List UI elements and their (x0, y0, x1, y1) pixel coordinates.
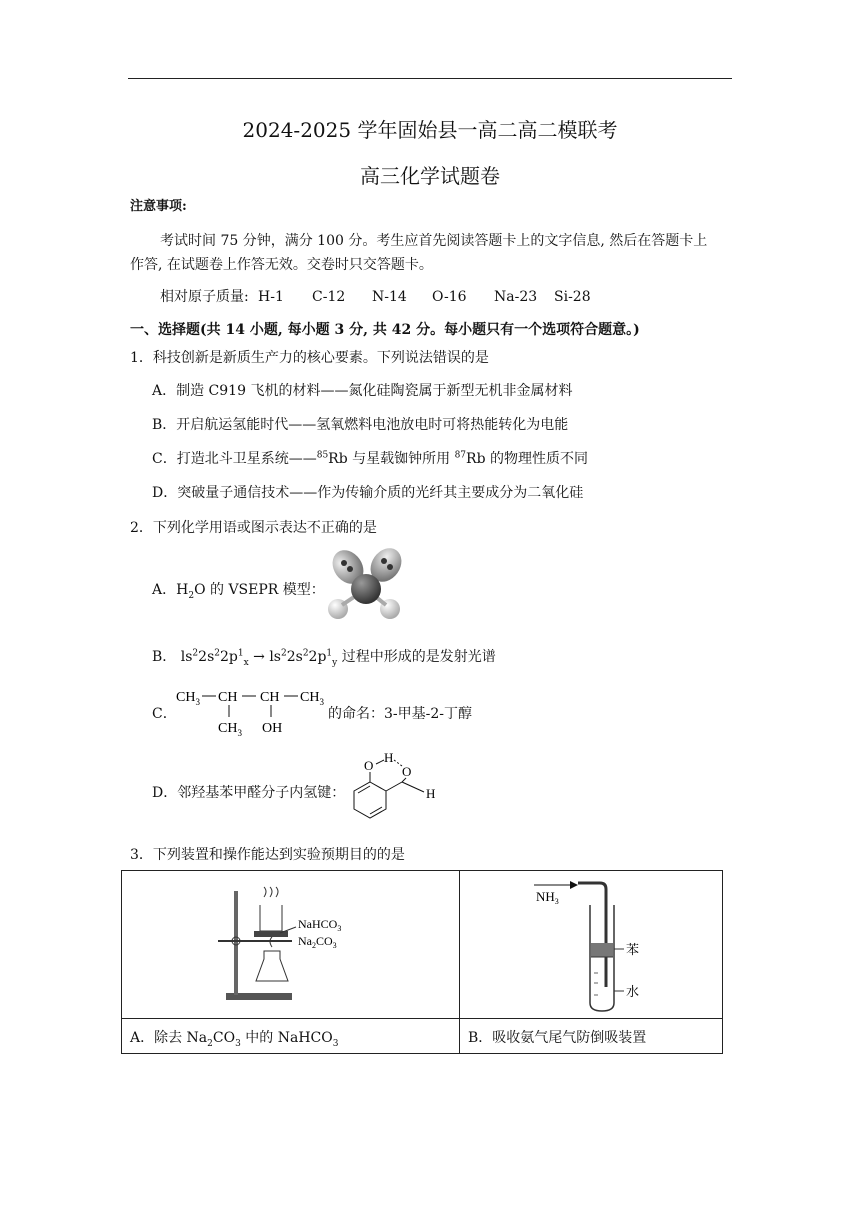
q2-option-c-text: 的命名：3-甲基-2-丁醇 (328, 706, 473, 722)
hydroxyl-o: O (364, 758, 374, 773)
q2-option-b: B． $ls^22s^22p^1_x \to ls^22s^22p^1_y$ 过程中形成的是发射光谱 (152, 648, 496, 668)
q2-option-a: A．$H_2O$ 的 VSEPR 模型： (152, 582, 325, 601)
benzene-label: 苯 (626, 942, 640, 957)
q1-option-d: D．突破量子通信技术——作为传输介质的光纤其主要成分为二氧化硅 (152, 485, 584, 501)
section-1-heading: 一、选择题(共 14 小题, 每小题 3 分, 共 42 分。每小题只有一个选项符合题意。) (130, 322, 640, 338)
atomic-mass-n: N-14 (372, 289, 407, 305)
butanol-structure (172, 683, 332, 738)
atomic-mass-si: Si-28 (554, 289, 591, 305)
ch3-branch: $CH_3$ (218, 721, 242, 738)
q1-option-c: C．打造北斗卫星系统——$^{85}$Rb 与星载铷钟所用 $^{87}$Rb 的物理性质不同 (152, 450, 588, 467)
q1-option-b: B．开启航运氢能时代——氢氧燃料电池放电时可将热能转化为电能 (152, 417, 569, 433)
atomic-mass-na: Na-23 (494, 289, 538, 305)
table-divider-horizontal (122, 1018, 722, 1019)
ch3-group: $CH_3$ (176, 690, 200, 707)
absorption-apparatus-image (532, 877, 682, 1013)
ch-group-2: CH (260, 690, 280, 705)
table-divider-vertical (459, 871, 460, 1053)
ch3-group-end: $CH_3$ (300, 690, 324, 707)
electron-config-final: $ls^22s^22p^1_y$ (269, 648, 338, 668)
electron-config-initial: $ls^22s^22p^1_x$ (180, 648, 249, 668)
heating-apparatus-image (218, 885, 368, 1003)
q1-option-a: A．制造 C919 飞机的材料——氮化硅陶瓷属于新型无机非金属材料 (152, 383, 573, 399)
q3-cell-a-label: A．除去 $Na_2CO_3$ 中的 NaHCO$_3$ (130, 1030, 339, 1049)
ch-group-1: CH (218, 690, 238, 705)
aldehyde-h: H (426, 786, 436, 801)
q1-stem: 1．科技创新是新质生产力的核心要素。下列说法错误的是 (130, 350, 489, 366)
q2-option-d: D．邻羟基苯甲醛分子内氢键： (152, 785, 346, 801)
notice-line-1: 考试时间 75 分钟，满分 100 分。考生应首先阅读答题卡上的文字信息, 然后在答题卡上 (160, 233, 708, 249)
exam-subtitle: 高三化学试题卷 (360, 164, 500, 188)
reaction-arrow: → (253, 649, 265, 665)
q3-cell-b-label: B．吸收氨气尾气防倒吸装置 (468, 1030, 647, 1046)
atomic-mass-o: O-16 (432, 289, 467, 305)
na2co3-label: $Na_2CO_3$ (298, 934, 337, 950)
oh-group: OH (262, 721, 283, 736)
nahco3-label: NaHCO$_3$ (298, 917, 342, 933)
q2-option-c-label: C． (152, 706, 177, 722)
q3-stem: 3．下列装置和操作能达到实验预期目的的是 (130, 847, 405, 863)
hydroxyl-h: H (384, 752, 394, 765)
vsepr-model-image (318, 545, 414, 625)
q3-apparatus-table (121, 870, 723, 1054)
water-label: 水 (626, 984, 640, 999)
carbonyl-o: O (402, 764, 412, 779)
q2-stem: 2．下列化学用语或图示表达不正确的是 (130, 520, 377, 536)
atomic-mass-c: C-12 (312, 289, 346, 305)
salicylaldehyde-structure (340, 752, 445, 832)
notice-line-2: 作答, 在试题卷上作答无效。交卷时只交答题卡。 (130, 257, 433, 273)
top-rule (128, 78, 732, 79)
atomic-mass-label: 相对原子质量: (160, 289, 249, 305)
exam-title: 2024-2025 学年固始县一高二高二模联考 (242, 118, 618, 142)
nh3-label: $NH_3$ (536, 889, 559, 906)
notice-heading: 注意事项: (130, 199, 187, 214)
atomic-mass-h: H-1 (258, 289, 284, 305)
